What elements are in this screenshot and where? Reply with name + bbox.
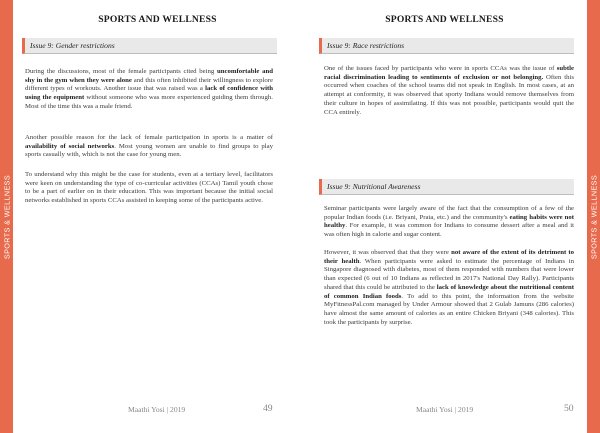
issue-heading-gender-text: Issue 9: Gender restrictions: [30, 41, 115, 50]
paragraph-gender-1: During the discussions, most of the female participants cited being uncomfortable and shy in the gym when they were alone and this often inhibited their willingness to explore different types of workouts. Another issue that was raised was a lack of confidence with using the equipment without someone who was more experienced guiding them through. Most of the time this was a male friend.: [25, 68, 273, 110]
highlight-eating-habits: eating habits were not healthy: [324, 213, 575, 230]
issue-heading-race-text: Issue 9: Race restrictions: [327, 41, 405, 50]
issue-heading-nutrition: [319, 179, 574, 195]
page-number-left: 49: [263, 403, 273, 414]
paragraph-race: One of the issues faced by participants who were in sports CCAs was the issue of subtle racial discrimination leading to sentiments of exclusion or not belonging. Often this occurred when coaches of the school teams did not speak in English. In most cases, at an attempt at conformity, it was observed that sporty Indians would remove themselves from their culture in hopes of assimilating. If this was not possible, participants would quit the CCA entirely.: [324, 65, 574, 116]
footer-author-left: Maathi Yosi | 2019: [128, 405, 186, 414]
page-header-left: SPORTS AND WELLNESS: [98, 14, 217, 25]
paragraph-gender-3: To understand why this might be the case for students, even at a tertiary level, facilitators were keen on understanding the type of co-curricular activities (CCAs) Tamil youth chose to be a part of earlier on in their education. This was important because the initial social networks established in sports CCAs assisted in keeping some of the participants active.: [25, 171, 273, 205]
highlight-lack-of-confidence: lack of confidence with using the equipment: [25, 85, 273, 102]
page-50: [302, 0, 587, 433]
issue-heading-race: [319, 38, 574, 54]
paragraph-gender-2: Another possible reason for the lack of female participation in sports is a matter of availability of social networks. Most young women are unable to find groups to play sports casually with, which is not the case for young men.: [25, 134, 274, 159]
left-side-label: SPORTS & WELLNESS: [2, 174, 11, 259]
issue-heading-gender: [22, 38, 277, 54]
footer-author-right: Maathi Yosi | 2019: [416, 405, 474, 414]
page-header-right: SPORTS AND WELLNESS: [385, 14, 504, 25]
left-side-strip: [0, 0, 13, 433]
paragraph-nutrition-2: However, it was observed that that they were not aware of the extent of its detriment to their health. When participants were asked to estimate the percentage of Indians in Singapore diagnosed with diabetes, most of them responded with numbers that were lower than expected (6 out of 10 Indians as reflected in 2017's National Day Rally). Participants shared that this could be attributed to the lack of knowledge about the nutritional content of common Indian foods. To add to this point, the information from the website MyFitnessPal.com managed by Under Armour showed that 2 Gulab Jamuns (286 calories) have almost the same amount of calories as an entire Chicken Briyani (348 calories). This took the participants by surprise.: [324, 249, 574, 326]
highlight-uncomfortable: uncomfortable and shy in the gym when they were alone: [25, 68, 273, 84]
highlight-racial-discrimination: subtle racial discrimination leading to sentiments of exclusion or not belonging.: [324, 65, 574, 81]
right-side-label: SPORTS & WELLNESS: [589, 174, 598, 259]
page-49: [13, 0, 302, 433]
highlight-not-aware: not aware of the extent of its detriment to their health: [324, 249, 574, 265]
issue-heading-nutrition-text: Issue 9: Nutritional Awareness: [327, 182, 421, 191]
paragraph-nutrition-1: Seminar participants were largely aware of the fact that the consumption of a few of the popular Indian foods (i.e. Briyani, Prata, etc.) and the community's eating habits were not healthy. For example, it was common for Indians to consume dessert after a meal and it was often high in calorie and sugar content.: [324, 205, 575, 239]
highlight-social-networks: availability of social networks: [25, 142, 115, 150]
page-number-right: 50: [564, 403, 574, 414]
highlight-lack-of-knowledge: lack of knowledge about the nutritional content of common Indian foods: [324, 283, 574, 300]
right-side-strip: [587, 0, 600, 433]
